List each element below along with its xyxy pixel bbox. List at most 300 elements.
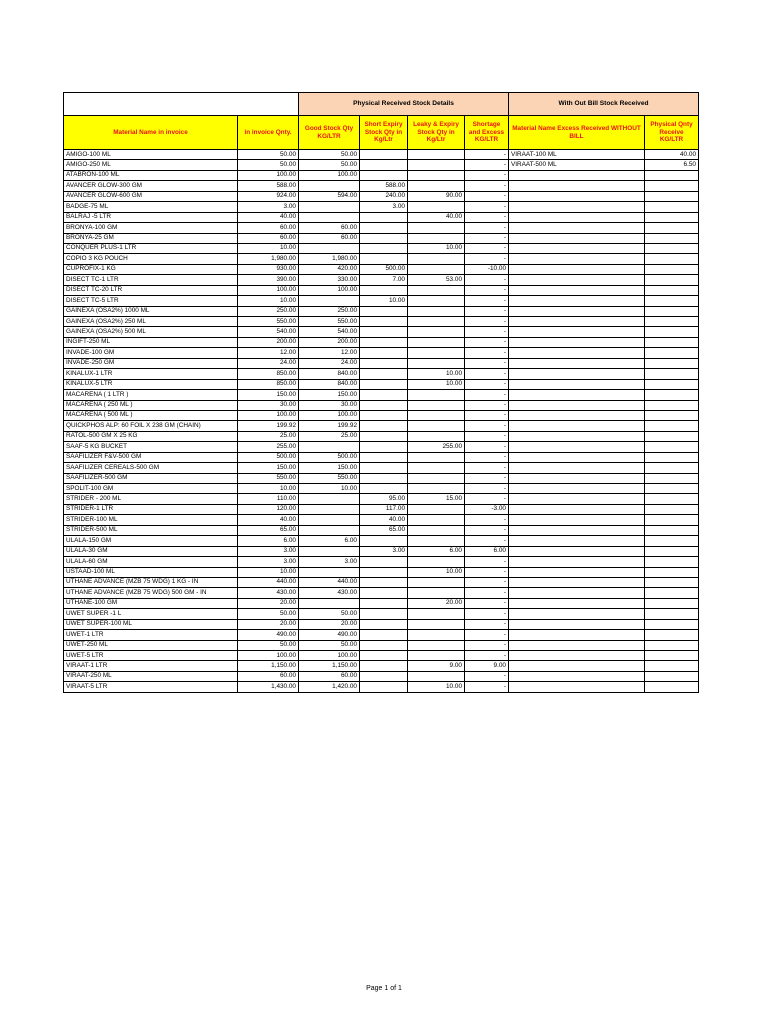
leaky-expiry-cell: 15.00 (408, 494, 465, 504)
leaky-expiry-cell (408, 515, 465, 525)
invoice-qty-cell: 430.00 (238, 588, 299, 598)
good-stock-cell (299, 212, 360, 222)
material-name-cell: UTHANE ADVANCE (MZB 75 WDG) 1 KG - IN (64, 577, 238, 587)
excess-material-cell (509, 567, 645, 577)
physical-qty-cell (645, 452, 699, 462)
leaky-expiry-cell (408, 609, 465, 619)
invoice-qty-cell: 40.00 (238, 515, 299, 525)
excess-material-cell (509, 619, 645, 629)
invoice-qty-cell: 6.00 (238, 536, 299, 546)
material-name-header: Material Name in invoice (64, 116, 238, 150)
excess-material-cell (509, 348, 645, 358)
good-stock-cell: 100.00 (299, 410, 360, 420)
leaky-expiry-cell: 9.00 (408, 661, 465, 671)
table-row (64, 212, 699, 222)
good-stock-cell: 20.00 (299, 619, 360, 629)
good-stock-cell: 1,150.00 (299, 661, 360, 671)
short-expiry-cell (360, 452, 408, 462)
invoice-qty-cell: 10.00 (238, 243, 299, 253)
physical-qty-cell (645, 661, 699, 671)
good-stock-cell: 60.00 (299, 223, 360, 233)
material-name-cell: KINALUX-1 LTR (64, 369, 238, 379)
physical-qty-cell (645, 536, 699, 546)
invoice-qty-cell: 100.00 (238, 170, 299, 180)
invoice-qty-cell: 65.00 (238, 525, 299, 535)
shortage-excess-cell: - (465, 473, 509, 483)
material-name-cell: SAAFILIZER CEREALS-500 GM (64, 463, 238, 473)
column-header-row (64, 116, 699, 150)
leaky-expiry-cell (408, 181, 465, 191)
short-expiry-cell (360, 348, 408, 358)
material-name-cell: UTHANE-100 GM (64, 598, 238, 608)
good-stock-cell (299, 243, 360, 253)
shortage-excess-cell: - (465, 619, 509, 629)
leaky-expiry-cell: 255.00 (408, 442, 465, 452)
good-stock-cell: 199.92 (299, 421, 360, 431)
invoice-qty-cell: 50.00 (238, 640, 299, 650)
good-stock-cell (299, 296, 360, 306)
material-name-cell: STRIDER - 200 ML (64, 494, 238, 504)
material-name-cell: USTAAD-100 ML (64, 567, 238, 577)
invoice-qty-cell: 150.00 (238, 390, 299, 400)
material-name-cell: ULALA-150 GM (64, 536, 238, 546)
table-row (64, 327, 699, 337)
leaky-expiry-cell (408, 390, 465, 400)
short-expiry-cell (360, 285, 408, 295)
leaky-expiry-cell (408, 577, 465, 587)
good-stock-cell: 250.00 (299, 306, 360, 316)
shortage-excess-cell: - (465, 369, 509, 379)
material-name-cell: STRIDER-100 ML (64, 515, 238, 525)
good-stock-cell: 420.00 (299, 264, 360, 274)
invoice-qty-cell: 50.00 (238, 160, 299, 170)
invoice-qty-cell: 250.00 (238, 306, 299, 316)
shortage-excess-cell: - (465, 577, 509, 587)
short-expiry-cell (360, 233, 408, 243)
shortage-excess-cell: - (465, 160, 509, 170)
shortage-excess-cell: - (465, 243, 509, 253)
excess-material-cell (509, 254, 645, 264)
physical-qty-cell (645, 379, 699, 389)
invoice-qty-cell: 110.00 (238, 494, 299, 504)
invoice-qty-cell: 3.00 (238, 546, 299, 556)
short-expiry-cell (360, 651, 408, 661)
shortage-excess-cell: - (465, 442, 509, 452)
excess-material-cell (509, 212, 645, 222)
material-name-cell: VIRAAT-5 LTR (64, 682, 238, 692)
excess-material-cell (509, 484, 645, 494)
physical-qty-cell (645, 233, 699, 243)
excess-material-cell (509, 223, 645, 233)
leaky-expiry-cell (408, 285, 465, 295)
shortage-excess-cell: 6.00 (465, 546, 509, 556)
shortage-excess-cell: - (465, 421, 509, 431)
short-expiry-cell (360, 630, 408, 640)
shortage-excess-cell: - (465, 337, 509, 347)
excess-material-cell (509, 390, 645, 400)
material-name-cell: BRONYA-25 GM (64, 233, 238, 243)
group-header-row (64, 93, 699, 116)
table-row (64, 463, 699, 473)
leaky-expiry-cell (408, 651, 465, 661)
table-row (64, 369, 699, 379)
physical-qty-cell (645, 557, 699, 567)
material-name-cell: COPIO 3 KG POUCH (64, 254, 238, 264)
leaky-expiry-cell: 10.00 (408, 379, 465, 389)
physical-qty-cell (645, 431, 699, 441)
table-row (64, 379, 699, 389)
material-name-cell: UWET-1 LTR (64, 630, 238, 640)
table-row (64, 588, 699, 598)
physical-qty-cell (645, 243, 699, 253)
leaky-expiry-header: Leaky & Expiry Stock Qty in Kg/Ltr (408, 116, 465, 150)
good-stock-cell (299, 442, 360, 452)
material-name-cell: SAAFILIZER-500 GM (64, 473, 238, 483)
good-stock-cell: 60.00 (299, 671, 360, 681)
short-expiry-cell (360, 463, 408, 473)
short-expiry-cell (360, 661, 408, 671)
excess-material-cell (509, 515, 645, 525)
shortage-excess-cell: - (465, 463, 509, 473)
short-expiry-cell (360, 390, 408, 400)
table-row (64, 619, 699, 629)
invoice-qty-cell: 20.00 (238, 619, 299, 629)
shortage-excess-cell: - (465, 296, 509, 306)
shortage-excess-cell: - (465, 379, 509, 389)
excess-material-cell (509, 504, 645, 514)
physical-qty-cell (645, 473, 699, 483)
shortage-excess-cell: - (465, 327, 509, 337)
leaky-expiry-cell: 40.00 (408, 212, 465, 222)
physical-qty-cell (645, 651, 699, 661)
material-name-cell: VIRAAT-250 ML (64, 671, 238, 681)
shortage-excess-cell: - (465, 275, 509, 285)
invoice-qty-cell: 50.00 (238, 150, 299, 160)
shortage-excess-cell: - (465, 191, 509, 201)
good-stock-cell: 60.00 (299, 233, 360, 243)
invoice-qty-cell: 390.00 (238, 275, 299, 285)
good-stock-cell: 1,420.00 (299, 682, 360, 692)
material-name-cell: ATABRON-100 ML (64, 170, 238, 180)
material-name-cell: UTHANE ADVANCE (MZB 75 WDG) 500 GM - IN (64, 588, 238, 598)
physical-stock-group-header: Physical Received Stock Details (299, 93, 509, 116)
good-stock-cell: 594.00 (299, 191, 360, 201)
table-row (64, 651, 699, 661)
physical-qty-cell (645, 640, 699, 650)
short-expiry-cell: 240.00 (360, 191, 408, 201)
invoice-qty-cell: 500.00 (238, 452, 299, 462)
table-row (64, 306, 699, 316)
excess-material-cell (509, 557, 645, 567)
short-expiry-cell: 7.00 (360, 275, 408, 285)
short-expiry-header: Short Expiry Stock Qty in Kg/Ltr (360, 116, 408, 150)
table-row (64, 170, 699, 180)
table-row (64, 494, 699, 504)
short-expiry-cell (360, 484, 408, 494)
material-name-cell: VIRAAT-1 LTR (64, 661, 238, 671)
physical-qty-cell (645, 212, 699, 222)
excess-material-cell (509, 296, 645, 306)
material-name-cell: AVANCER GLOW-600 GM (64, 191, 238, 201)
shortage-excess-cell: - (465, 212, 509, 222)
physical-qty-cell (645, 254, 699, 264)
good-stock-cell: 50.00 (299, 160, 360, 170)
shortage-excess-cell: - (465, 400, 509, 410)
excess-material-cell (509, 661, 645, 671)
excess-material-cell (509, 609, 645, 619)
shortage-excess-cell: - (465, 630, 509, 640)
physical-qty-cell (645, 630, 699, 640)
good-stock-cell (299, 515, 360, 525)
invoice-qty-cell: 10.00 (238, 567, 299, 577)
material-name-cell: STRIDER-1 LTR (64, 504, 238, 514)
excess-material-cell (509, 421, 645, 431)
shortage-excess-header: Shortage and Excess KG/LTR (465, 116, 509, 150)
invoice-qty-cell: 150.00 (238, 463, 299, 473)
leaky-expiry-cell (408, 452, 465, 462)
leaky-expiry-cell: 20.00 (408, 598, 465, 608)
physical-qty-cell (645, 369, 699, 379)
leaky-expiry-cell (408, 170, 465, 180)
short-expiry-cell (360, 619, 408, 629)
physical-qty-cell (645, 410, 699, 420)
material-name-cell: KINALUX-5 LTR (64, 379, 238, 389)
material-name-cell: UWET SUPER -1 L (64, 609, 238, 619)
shortage-excess-cell: - (465, 170, 509, 180)
table-row (64, 410, 699, 420)
material-name-cell: UWET SUPER-100 ML (64, 619, 238, 629)
physical-qty-cell (645, 442, 699, 452)
good-stock-cell: 50.00 (299, 609, 360, 619)
invoice-qty-cell: 440.00 (238, 577, 299, 587)
shortage-excess-cell: - (465, 410, 509, 420)
blank-header-cell (64, 93, 299, 116)
invoice-qty-cell: 924.00 (238, 191, 299, 201)
excess-material-cell: VIRAAT-100 ML (509, 150, 645, 160)
short-expiry-cell (360, 640, 408, 650)
table-row (64, 296, 699, 306)
excess-material-cell (509, 306, 645, 316)
table-row (64, 358, 699, 368)
table-row (64, 515, 699, 525)
shortage-excess-cell: - (465, 557, 509, 567)
excess-material-cell (509, 630, 645, 640)
good-stock-cell (299, 567, 360, 577)
physical-qty-cell (645, 682, 699, 692)
physical-qty-cell (645, 264, 699, 274)
table-row (64, 254, 699, 264)
invoice-qty-cell: 40.00 (238, 212, 299, 222)
shortage-excess-cell: - (465, 181, 509, 191)
shortage-excess-cell: - (465, 306, 509, 316)
table-row (64, 275, 699, 285)
material-name-cell: CUPROFIX-1 KG (64, 264, 238, 274)
good-stock-cell: 6.00 (299, 536, 360, 546)
table-row (64, 264, 699, 274)
good-stock-cell: 540.00 (299, 327, 360, 337)
excess-material-cell (509, 170, 645, 180)
shortage-excess-cell: - (465, 390, 509, 400)
short-expiry-cell: 117.00 (360, 504, 408, 514)
leaky-expiry-cell: 10.00 (408, 243, 465, 253)
table-row (64, 484, 699, 494)
excess-material-cell (509, 202, 645, 212)
material-name-cell: AMIGO-250 ML (64, 160, 238, 170)
excess-material-cell (509, 577, 645, 587)
excess-material-cell (509, 181, 645, 191)
leaky-expiry-cell: 10.00 (408, 682, 465, 692)
material-name-cell: MACARENA ( 250 ML ) (64, 400, 238, 410)
material-name-cell: INVADE-100 GM (64, 348, 238, 358)
good-stock-cell: 100.00 (299, 285, 360, 295)
material-name-cell: BRONYA-100 GM (64, 223, 238, 233)
invoice-qty-cell: 24.00 (238, 358, 299, 368)
excess-material-cell (509, 317, 645, 327)
short-expiry-cell (360, 567, 408, 577)
leaky-expiry-cell (408, 421, 465, 431)
good-stock-cell (299, 181, 360, 191)
leaky-expiry-cell (408, 337, 465, 347)
good-stock-cell (299, 202, 360, 212)
table-row (64, 285, 699, 295)
table-row (64, 525, 699, 535)
leaky-expiry-cell (408, 463, 465, 473)
leaky-expiry-cell: 53.00 (408, 275, 465, 285)
good-stock-cell: 150.00 (299, 390, 360, 400)
invoice-qty-cell: 3.00 (238, 557, 299, 567)
leaky-expiry-cell: 10.00 (408, 369, 465, 379)
invoice-qty-cell: 60.00 (238, 223, 299, 233)
invoice-qty-cell: 200.00 (238, 337, 299, 347)
good-stock-cell (299, 504, 360, 514)
physical-qty-cell (645, 400, 699, 410)
physical-qty-cell (645, 358, 699, 368)
short-expiry-cell: 95.00 (360, 494, 408, 504)
shortage-excess-cell: - (465, 223, 509, 233)
invoice-qty-cell: 30.00 (238, 400, 299, 410)
invoice-qty-cell: 25.00 (238, 431, 299, 441)
short-expiry-cell (360, 369, 408, 379)
physical-qty-header: Physical Qnty Receive KG/LTR (645, 116, 699, 150)
table-row (64, 191, 699, 201)
invoice-qty-cell: 490.00 (238, 630, 299, 640)
short-expiry-cell (360, 379, 408, 389)
invoice-qty-cell: 550.00 (238, 473, 299, 483)
shortage-excess-cell: - (465, 494, 509, 504)
physical-qty-cell (645, 317, 699, 327)
leaky-expiry-cell (408, 671, 465, 681)
material-name-cell: STRIDER-500 ML (64, 525, 238, 535)
shortage-excess-cell: - (465, 202, 509, 212)
leaky-expiry-cell (408, 223, 465, 233)
leaky-expiry-cell (408, 525, 465, 535)
shortage-excess-cell: - (465, 431, 509, 441)
short-expiry-cell (360, 473, 408, 483)
physical-qty-cell (645, 525, 699, 535)
short-expiry-cell (360, 317, 408, 327)
physical-qty-cell (645, 327, 699, 337)
stock-table (63, 92, 699, 693)
table-row (64, 421, 699, 431)
good-stock-cell: 330.00 (299, 275, 360, 285)
leaky-expiry-cell (408, 557, 465, 567)
physical-qty-cell (645, 170, 699, 180)
good-stock-cell: 3.00 (299, 557, 360, 567)
short-expiry-cell: 65.00 (360, 525, 408, 535)
excess-material-cell (509, 588, 645, 598)
physical-qty-cell (645, 202, 699, 212)
table-row (64, 181, 699, 191)
table-row (64, 390, 699, 400)
short-expiry-cell: 3.00 (360, 546, 408, 556)
table-row (64, 546, 699, 556)
shortage-excess-cell: 9.00 (465, 661, 509, 671)
shortage-excess-cell: -10.00 (465, 264, 509, 274)
physical-qty-cell (645, 348, 699, 358)
shortage-excess-cell: - (465, 525, 509, 535)
material-name-cell: BADGE-75 ML (64, 202, 238, 212)
excess-material-cell (509, 598, 645, 608)
table-row (64, 661, 699, 671)
good-stock-cell: 840.00 (299, 379, 360, 389)
material-name-cell: MACARENA ( 1 LTR ) (64, 390, 238, 400)
good-stock-cell: 550.00 (299, 473, 360, 483)
invoice-qty-header: in invoice Qnty. (238, 116, 299, 150)
invoice-qty-cell: 120.00 (238, 504, 299, 514)
physical-qty-cell (645, 494, 699, 504)
shortage-excess-cell: -3.00 (465, 504, 509, 514)
short-expiry-cell (360, 223, 408, 233)
physical-qty-cell (645, 337, 699, 347)
excess-material-cell (509, 369, 645, 379)
short-expiry-cell (360, 358, 408, 368)
short-expiry-cell (360, 536, 408, 546)
invoice-qty-cell: 10.00 (238, 484, 299, 494)
table-row (64, 452, 699, 462)
table-row (64, 400, 699, 410)
excess-material-cell (509, 442, 645, 452)
shortage-excess-cell: - (465, 317, 509, 327)
excess-material-cell (509, 285, 645, 295)
short-expiry-cell (360, 671, 408, 681)
invoice-qty-cell: 850.00 (238, 369, 299, 379)
good-stock-cell: 24.00 (299, 358, 360, 368)
excess-material-cell (509, 431, 645, 441)
material-name-cell: MACARENA ( 500 ML ) (64, 410, 238, 420)
physical-qty-cell (645, 515, 699, 525)
leaky-expiry-cell (408, 348, 465, 358)
table-row (64, 337, 699, 347)
good-stock-cell (299, 525, 360, 535)
shortage-excess-cell: - (465, 254, 509, 264)
good-stock-cell: 150.00 (299, 463, 360, 473)
physical-qty-cell (645, 463, 699, 473)
short-expiry-cell (360, 588, 408, 598)
good-stock-cell: 550.00 (299, 317, 360, 327)
shortage-excess-cell: - (465, 682, 509, 692)
material-name-cell: DISECT TC-1 LTR (64, 275, 238, 285)
shortage-excess-cell: - (465, 567, 509, 577)
leaky-expiry-cell (408, 640, 465, 650)
excess-material-cell: VIRAAT-500 ML (509, 160, 645, 170)
physical-qty-cell (645, 390, 699, 400)
excess-material-cell (509, 233, 645, 243)
invoice-qty-cell: 255.00 (238, 442, 299, 452)
physical-qty-cell (645, 504, 699, 514)
leaky-expiry-cell: 90.00 (408, 191, 465, 201)
physical-qty-cell (645, 421, 699, 431)
table-row (64, 609, 699, 619)
